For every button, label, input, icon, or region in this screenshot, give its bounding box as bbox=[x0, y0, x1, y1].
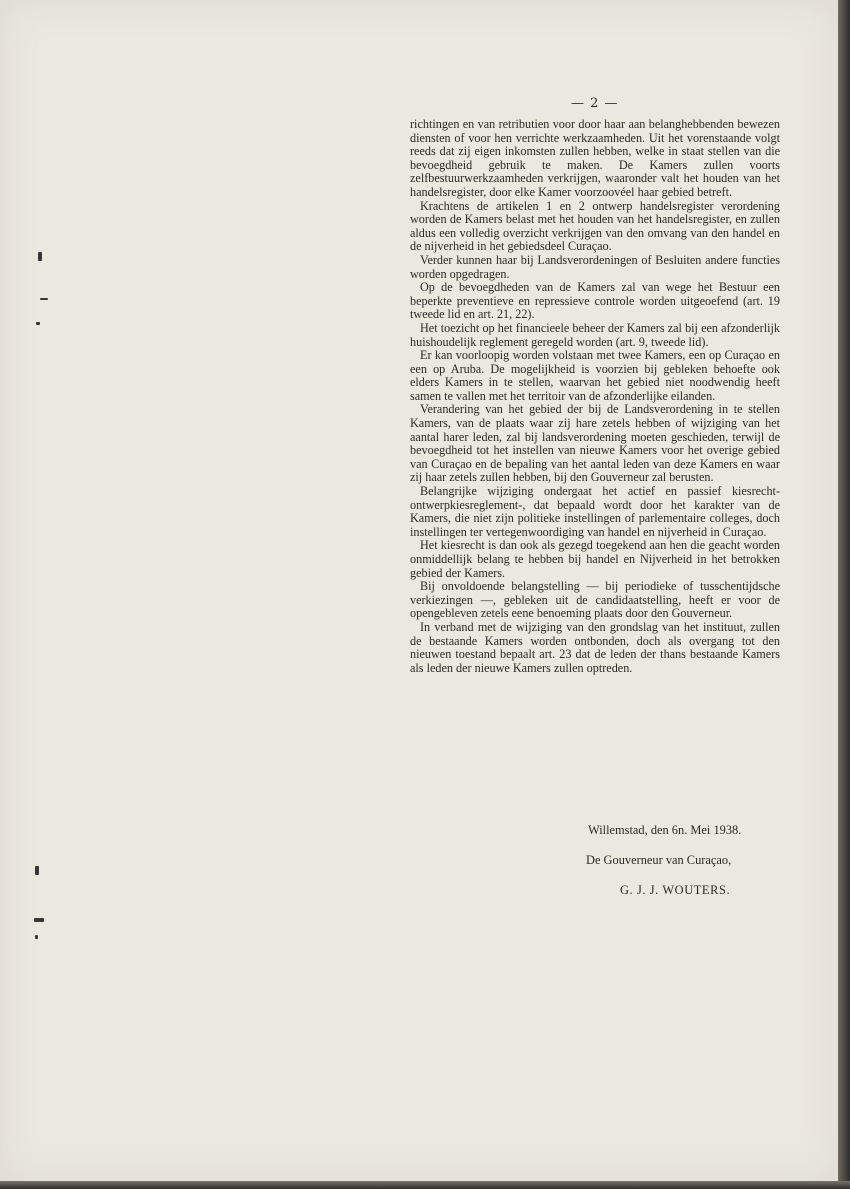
page-edge-bottom bbox=[0, 1181, 850, 1189]
paragraph: Bij onvoldoende belangstelling — bij periodieke of tusschentijdsche verkiezingen —, gebleken uit de candidaatstelling, heeft er voor de opengebleven zetels eene benoeming plaats door den Gouverneur. bbox=[410, 579, 780, 621]
paragraph: Verder kunnen haar bij Landsverordeningen of Besluiten andere functies worden opgedragen. bbox=[410, 252, 780, 281]
binding-mark bbox=[34, 918, 44, 922]
paragraph: Belangrijke wijziging ondergaat het actief en passief kiesrecht-ontwerpkiesreglement-, dat bepaald wordt door het karakter van de Kamers, die niet zijn politieke instellingen of parlementaire colleges, doch instellingen ter vertegenwoordiging van handel en nijverheid in Curaçao. bbox=[410, 484, 780, 539]
paragraph: richtingen en van retributien voor door haar aan belanghebbenden bewezen diensten of voor hen verrichte werkzaamheden. Uit het vorenstaande volgt reeds dat zij eigen inkomsten zullen hebben, welke in staat stellen van die bevoegdheid gebruik te maken. De Kamers zullen voorts zelfbestuurwerkzaamheden verkrijgen, waaronder valt het houden van het handelsregister, door elke Kamer voorzoovéel haar gebied betreft. bbox=[410, 117, 780, 199]
signature-name: G. J. J. WOUTERS. bbox=[620, 883, 731, 897]
binding-mark bbox=[35, 866, 39, 875]
binding-mark bbox=[38, 252, 42, 261]
paragraph: Verandering van het gebied der bij de Landsverordening in te stellen Kamers, van de plaats waar zij hare zetels hebben of wijziging van het aantal harer leden, zal bij landsverordening moeten geschieden, terwijl de bevoegdheid tot het instellen van nieuwe Kamers voor het overige gebied van Curaçao en de bepaling van het aantal leden van deze Kamers en waar zij haar zetels zullen hebben, bij den Gouverneur zal berusten. bbox=[410, 402, 780, 485]
binding-mark bbox=[36, 322, 40, 325]
body-text bbox=[410, 118, 780, 675]
paragraph: Krachtens de artikelen 1 en 2 ontwerp handelsregister verordening worden de Kamers belast met het houden van het handelsregister, en zullen aldus een volledig overzicht verkrijgen van den omvang van den handel en de nijverheid in het gebiedsdeel Curaçao. bbox=[410, 198, 780, 254]
paragraph: Het kiesrecht is dan ook als gezegd toegekend aan hen die geacht worden onmiddellijk belang te hebben bij handel en Nijverheid in het betrokken gebied der Kamers. bbox=[410, 538, 780, 580]
paragraph: In verband met de wijziging van den grondslag van het instituut, zullen de bestaande Kamers worden ontbonden, doch als overgang tot den nieuwen toestand bepaalt art. 23 dat de leden der thans bestaande Kamers als leden der nieuwe Kamers zullen optreden. bbox=[410, 619, 780, 675]
binding-mark bbox=[40, 298, 48, 300]
binding-mark bbox=[35, 935, 38, 939]
signature-place-date: Willemstad, den 6n. Mei 1938. bbox=[588, 823, 742, 837]
paragraph: Er kan voorloopig worden volstaan met twee Kamers, een op Curaçao en een op Aruba. De mogelijkheid is voorzien bij gebleken behoefte ook elders Kamers in te stellen, waarvan het gebied niet noodwendig heeft samen te vallen met het territoir van de afzonderlijke eilanden. bbox=[410, 348, 780, 403]
page-edge-right bbox=[838, 0, 850, 1189]
paragraph: Op de bevoegdheden van de Kamers zal van wege het Bestuur een beperkte preventieve en repressieve controle worden uitgeoefend (art. 19 tweede lid en art. 21, 22). bbox=[410, 280, 780, 322]
signature-role: De Gouverneur van Curaçao, bbox=[586, 853, 732, 867]
paragraph: Het toezicht op het financieele beheer der Kamers zal bij een afzonderlijk huishoudelijk reglement geregeld worden (art. 9, tweede lid). bbox=[410, 320, 780, 349]
page-number: — 2 — bbox=[571, 96, 619, 111]
